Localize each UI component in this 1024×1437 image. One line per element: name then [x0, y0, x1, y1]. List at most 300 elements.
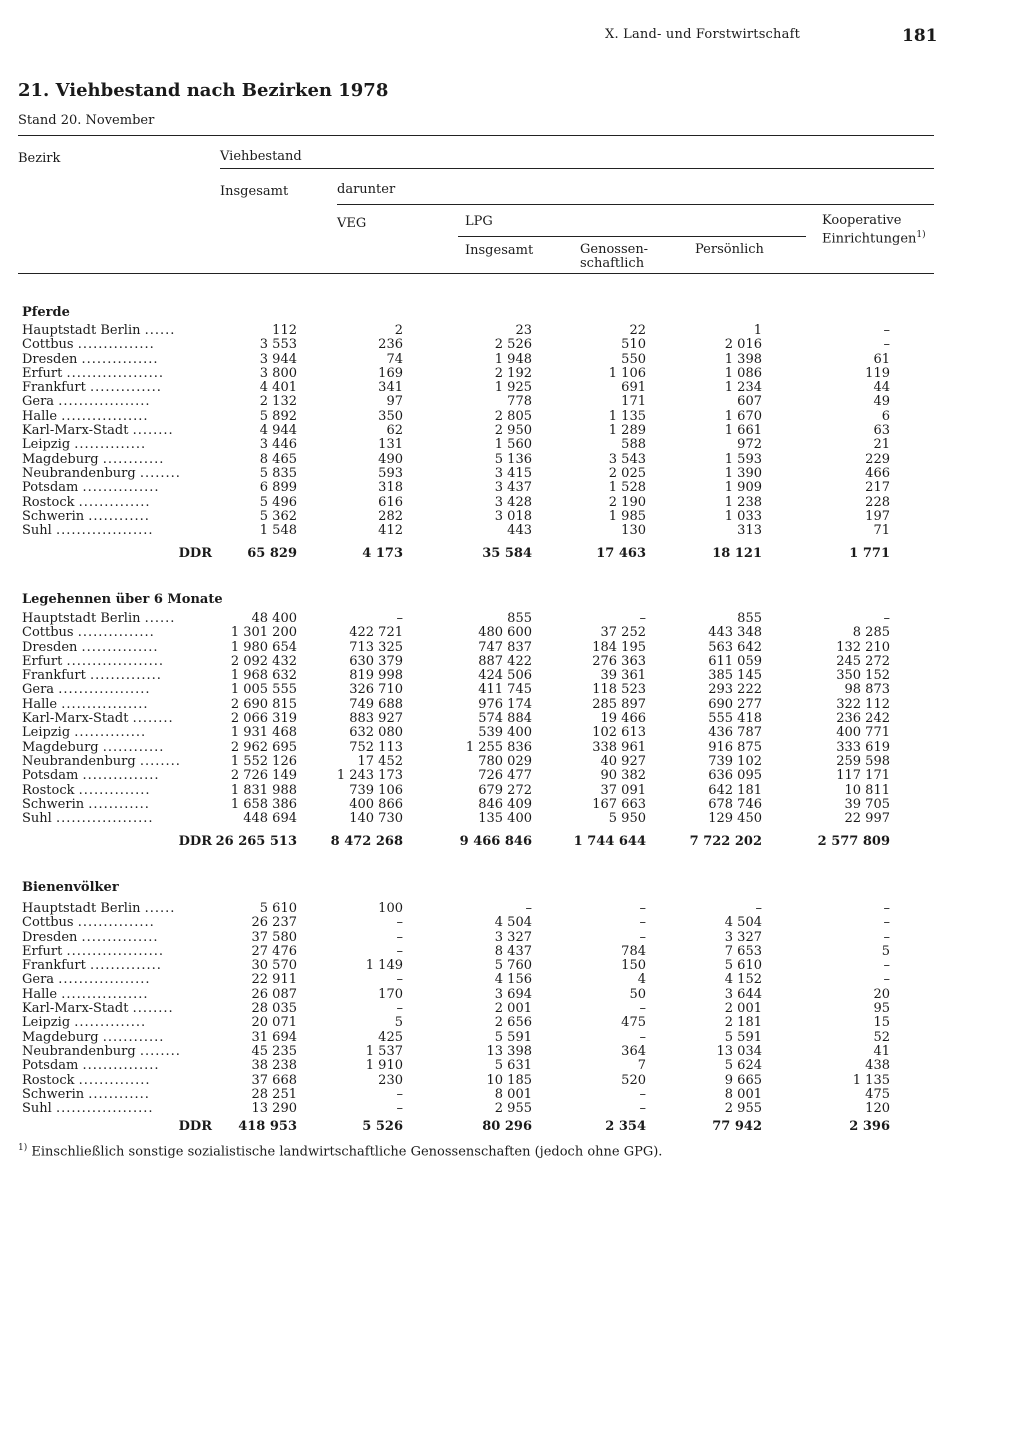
cell-insgesamt: 2 962 695 [230, 739, 297, 755]
cell-bezirk [22, 381, 210, 395]
total-cell-kooperative: 2 396 [849, 1119, 890, 1134]
cell-insgesamt: 28 251 [251, 1086, 297, 1102]
leader-dots: ............... [82, 769, 160, 784]
header-rule-viehbestand [220, 168, 934, 169]
cell-persoenlich: 916 875 [708, 739, 762, 755]
cell-insgesamt: 5 362 [259, 508, 297, 524]
cell-veg: 17 452 [357, 753, 403, 769]
cell-insgesamt: 1 005 555 [230, 682, 297, 698]
cell-lpg-insgesamt: 3 437 [494, 480, 532, 496]
cell-kooperative: 132 210 [836, 639, 890, 655]
bezirk-name: Potsdam [22, 769, 79, 784]
cell-bezirk [22, 1088, 210, 1102]
cell-insgesamt: 3 446 [259, 437, 297, 453]
cell-insgesamt: 37 580 [251, 929, 297, 945]
footnote-ref: 1) [916, 230, 926, 240]
cell-kooperative: 8 285 [852, 625, 890, 641]
running-header-chapter: X. Land- und Forstwirtschaft [605, 27, 801, 42]
cell-persoenlich: 1 390 [724, 465, 762, 481]
cell-veg: – [396, 972, 403, 988]
cell-genossenschaftlich: – [639, 1029, 646, 1045]
col-header-lpg-insgesamt: Insgesamt [465, 243, 534, 258]
bezirk-name: Cottbus [22, 626, 74, 641]
table-row [0, 973, 1024, 987]
table-row [0, 726, 1024, 740]
cell-veg: 1 149 [365, 958, 403, 974]
cell-persoenlich: 2 016 [724, 337, 762, 353]
cell-veg: – [396, 929, 403, 945]
leader-dots: ............ [102, 740, 165, 755]
cell-genossenschaftlich: – [639, 1086, 646, 1102]
table-row [0, 988, 1024, 1002]
cell-insgesamt: 2 092 432 [230, 653, 297, 669]
cell-insgesamt: 45 235 [251, 1043, 297, 1059]
cell-kooperative: 322 112 [836, 696, 890, 712]
cell-persoenlich: 1 086 [724, 365, 762, 381]
bezirk-name: Erfurt [22, 366, 63, 381]
cell-genossenschaftlich: 510 [621, 337, 646, 353]
cell-insgesamt: 2 726 149 [230, 768, 297, 784]
leader-dots: ................... [55, 1102, 154, 1117]
cell-veg: 630 379 [349, 653, 403, 669]
cell-persoenlich: 7 653 [724, 943, 762, 959]
cell-insgesamt: 26 237 [251, 915, 297, 931]
total-cell-persoenlich: 7 722 202 [689, 834, 762, 849]
cell-veg: 632 080 [349, 725, 403, 741]
cell-genossenschaftlich: 150 [621, 958, 646, 974]
cell-insgesamt: 4 401 [259, 380, 297, 396]
cell-kooperative: 52 [873, 1029, 890, 1045]
table-row [0, 612, 1024, 626]
leader-dots: ............... [82, 481, 160, 496]
cell-persoenlich: 9 665 [724, 1072, 762, 1088]
cell-veg: 236 [378, 337, 403, 353]
cell-kooperative: 350 152 [836, 668, 890, 684]
cell-lpg-insgesamt: 8 437 [494, 943, 532, 959]
cell-persoenlich: 1 238 [724, 494, 762, 510]
table-row [0, 1088, 1024, 1102]
cell-persoenlich: 4 152 [724, 972, 762, 988]
cell-lpg-insgesamt: 855 [507, 611, 532, 626]
cell-veg: 100 [378, 901, 403, 916]
leader-dots: ................... [66, 944, 164, 959]
col-header-lpg: LPG [465, 214, 493, 229]
cell-bezirk [22, 1002, 210, 1016]
bezirk-name: Leipzig [22, 726, 71, 741]
col-header-genossenschaftlich-line2: schaftlich [580, 256, 645, 271]
cell-bezirk [22, 438, 210, 452]
cell-veg: 616 [378, 494, 403, 510]
cell-persoenlich: 855 [737, 611, 762, 626]
cell-insgesamt: 1 980 654 [230, 639, 297, 655]
leader-dots: ............... [81, 930, 159, 945]
cell-veg: 74 [386, 351, 403, 367]
leader-dots: ........ [132, 1002, 174, 1017]
cell-kooperative: 98 873 [844, 682, 890, 698]
table-row [0, 467, 1024, 481]
cell-veg: 490 [378, 451, 403, 467]
cell-persoenlich: 443 348 [708, 625, 762, 641]
header-rule-darunter [337, 204, 934, 205]
cell-persoenlich: 3 644 [724, 986, 762, 1002]
cell-genossenschaftlich: 1 289 [608, 423, 646, 439]
cell-lpg-insgesamt: 726 477 [478, 768, 532, 784]
cell-genossenschaftlich: 22 [629, 323, 646, 338]
cell-lpg-insgesamt: 1 948 [494, 351, 532, 367]
cell-persoenlich: 4 504 [724, 915, 762, 931]
cell-veg: 341 [378, 380, 403, 396]
cell-veg: 593 [378, 465, 403, 481]
cell-lpg-insgesamt: 887 422 [478, 653, 532, 669]
cell-veg: 425 [378, 1029, 403, 1045]
section-title-pferde: Pferde [22, 305, 70, 320]
cell-lpg-insgesamt: 5 760 [494, 958, 532, 974]
leader-dots: .............. [74, 438, 147, 453]
col-header-darunter: darunter [337, 182, 396, 197]
cell-insgesamt: 2 690 815 [230, 696, 297, 712]
total-cell-veg: 8 472 268 [330, 834, 403, 849]
cell-genossenschaftlich: 102 613 [592, 725, 646, 741]
cell-persoenlich: 1 909 [724, 480, 762, 496]
cell-kooperative: – [883, 337, 890, 353]
cell-persoenlich: 13 034 [716, 1043, 762, 1059]
cell-kooperative: – [883, 915, 890, 931]
cell-persoenlich: 385 145 [708, 668, 762, 684]
cell-kooperative: 95 [873, 1001, 890, 1017]
cell-kooperative: 39 705 [844, 796, 890, 812]
bezirk-name: Cottbus [22, 916, 74, 931]
bezirk-name: Rostock [22, 1073, 75, 1088]
cell-bezirk [22, 784, 210, 798]
cell-bezirk [22, 902, 210, 916]
leader-dots: .............. [90, 381, 162, 396]
leader-dots: .................. [58, 395, 151, 410]
cell-veg: 131 [378, 437, 403, 453]
bezirk-name: Gera [22, 973, 55, 988]
section-title-bienenvoelker: Bienenvölker [22, 880, 119, 895]
col-header-kooperative [822, 214, 926, 246]
cell-insgesamt: 1 658 386 [230, 796, 297, 812]
cell-lpg-insgesamt: 1 560 [494, 437, 532, 453]
col-header-genossenschaftlich-line1: Genossen- [580, 242, 649, 257]
cell-insgesamt: 2 132 [259, 394, 297, 410]
col-header-kooperative-text: Einrichtungen [822, 231, 917, 247]
cell-persoenlich: 313 [737, 523, 762, 539]
bezirk-name: Halle [22, 697, 58, 712]
cell-persoenlich: 563 642 [708, 639, 762, 655]
total-row-legehennen [0, 834, 1024, 850]
cell-genossenschaftlich: 130 [621, 523, 646, 539]
cell-bezirk [22, 1031, 210, 1045]
bezirk-name: Karl-Marx-Stadt [22, 712, 129, 727]
table-row [0, 324, 1024, 338]
cell-kooperative: 1 135 [852, 1072, 890, 1088]
cell-bezirk [22, 467, 210, 481]
bezirk-name: Frankfurt [22, 669, 86, 684]
leader-dots: ............ [102, 452, 165, 467]
cell-persoenlich: 5 624 [724, 1058, 762, 1074]
cell-kooperative: 475 [865, 1086, 890, 1102]
leader-dots: .............. [78, 495, 151, 510]
cell-kooperative: 333 619 [836, 739, 890, 755]
section-rows-pferde [0, 324, 1024, 538]
cell-genossenschaftlich: – [639, 901, 646, 916]
cell-genossenschaftlich: 167 663 [592, 796, 646, 812]
leader-dots: ............... [81, 640, 159, 655]
cell-kooperative: 245 272 [836, 653, 890, 669]
cell-veg: 819 998 [349, 668, 403, 684]
cell-insgesamt: 38 238 [251, 1058, 297, 1074]
leader-dots: .................. [58, 683, 151, 698]
cell-insgesamt: 5 835 [259, 465, 297, 481]
cell-persoenlich: 739 102 [708, 753, 762, 769]
total-row-pferde [0, 546, 1024, 562]
leader-dots: ........ [139, 1044, 181, 1059]
cell-veg: 883 927 [349, 711, 403, 727]
cell-lpg-insgesamt: 5 136 [494, 451, 532, 467]
table-row [0, 769, 1024, 783]
cell-insgesamt: 5 892 [259, 408, 297, 424]
cell-kooperative: 217 [865, 480, 890, 496]
bezirk-name: Leipzig [22, 438, 71, 453]
cell-veg: 97 [386, 394, 403, 410]
table-row [0, 712, 1024, 726]
cell-genossenschaftlich: 784 [621, 943, 646, 959]
total-cell-genossenschaftlich: 2 354 [605, 1119, 646, 1134]
cell-persoenlich: 1 593 [724, 451, 762, 467]
cell-insgesamt: 6 899 [259, 480, 297, 496]
bezirk-name: Gera [22, 395, 55, 410]
cell-genossenschaftlich: – [639, 929, 646, 945]
cell-bezirk [22, 712, 210, 726]
cell-persoenlich: 1 [753, 323, 762, 338]
total-cell-lpg-insgesamt: 80 296 [482, 1119, 532, 1134]
bezirk-name: Suhl [22, 1102, 52, 1117]
cell-kooperative: 117 171 [836, 768, 890, 784]
cell-bezirk [22, 524, 210, 538]
total-cell-lpg-insgesamt: 9 466 846 [459, 834, 532, 849]
cell-persoenlich: 1 670 [724, 408, 762, 424]
col-header-viehbestand: Viehbestand [220, 149, 302, 164]
cell-genossenschaftlich: 276 363 [592, 653, 646, 669]
cell-kooperative: – [883, 929, 890, 945]
bezirk-name: Cottbus [22, 338, 74, 353]
table-row [0, 395, 1024, 409]
cell-kooperative: 259 598 [836, 753, 890, 769]
cell-bezirk [22, 931, 210, 945]
bezirk-name: Rostock [22, 495, 75, 510]
table-row [0, 510, 1024, 524]
cell-lpg-insgesamt: 2 955 [494, 1101, 532, 1117]
total-label: DDR [178, 1119, 212, 1134]
cell-insgesamt: 4 944 [259, 423, 297, 439]
leader-dots: ................. [61, 987, 149, 1002]
total-cell-lpg-insgesamt: 35 584 [482, 546, 532, 561]
cell-persoenlich: – [755, 901, 762, 916]
cell-lpg-insgesamt: 1 255 836 [465, 739, 532, 755]
cell-bezirk [22, 1074, 210, 1088]
cell-genossenschaftlich: 19 466 [600, 711, 646, 727]
cell-persoenlich: 636 095 [708, 768, 762, 784]
cell-kooperative: 438 [865, 1058, 890, 1074]
leader-dots: ............... [77, 338, 155, 353]
cell-genossenschaftlich: 39 361 [600, 668, 646, 684]
cell-persoenlich: 2 955 [724, 1101, 762, 1117]
cell-veg: 350 [378, 408, 403, 424]
total-row-bienenvoelker [0, 1119, 1024, 1135]
footnote-marker: 1) [18, 1143, 28, 1153]
col-header-kooperative-line1: Kooperative [822, 213, 902, 228]
col-header-kooperative-line2 [822, 228, 926, 246]
cell-insgesamt: 13 290 [251, 1101, 297, 1117]
table-row [0, 683, 1024, 697]
cell-lpg-insgesamt: 2 656 [494, 1015, 532, 1031]
leader-dots: .............. [74, 726, 147, 741]
cell-kooperative: – [883, 901, 890, 916]
table-row [0, 916, 1024, 930]
cell-persoenlich: 1 398 [724, 351, 762, 367]
cell-insgesamt: 112 [272, 323, 297, 338]
cell-kooperative: 22 997 [844, 811, 890, 827]
table-row [0, 755, 1024, 769]
cell-bezirk [22, 945, 210, 959]
bezirk-name: Neubrandenburg [22, 466, 136, 481]
cell-lpg-insgesamt: – [525, 901, 532, 916]
leader-dots: ...... [144, 324, 176, 338]
table-row [0, 410, 1024, 424]
bezirk-name: Schwerin [22, 1087, 85, 1102]
cell-lpg-insgesamt: 3 428 [494, 494, 532, 510]
cell-kooperative: 63 [873, 423, 890, 439]
cell-lpg-insgesamt: 2 805 [494, 408, 532, 424]
cell-bezirk [22, 424, 210, 438]
cell-genossenschaftlich: 171 [621, 394, 646, 410]
cell-insgesamt: 48 400 [251, 611, 297, 626]
table-row [0, 1045, 1024, 1059]
table-row [0, 453, 1024, 467]
bezirk-name: Frankfurt [22, 381, 86, 396]
cell-bezirk [22, 1016, 210, 1030]
cell-genossenschaftlich: 90 382 [600, 768, 646, 784]
cell-lpg-insgesamt: 5 591 [494, 1029, 532, 1045]
bezirk-name: Rostock [22, 783, 75, 798]
cell-genossenschaftlich: 4 [637, 972, 646, 988]
cell-persoenlich: 678 746 [708, 796, 762, 812]
bezirk-name: Neubrandenburg [22, 1044, 136, 1059]
cell-genossenschaftlich: 1 106 [608, 365, 646, 381]
bezirk-name: Hauptstadt Berlin [22, 612, 141, 626]
cell-bezirk [22, 916, 210, 930]
leader-dots: ........ [132, 424, 174, 439]
cell-bezirk [22, 683, 210, 697]
cell-insgesamt: 1 931 468 [230, 725, 297, 741]
bezirk-name: Magdeburg [22, 452, 99, 467]
total-cell-veg: 5 526 [362, 1119, 403, 1134]
cell-veg: – [396, 1001, 403, 1017]
cell-lpg-insgesamt: 679 272 [478, 782, 532, 798]
table-row [0, 524, 1024, 538]
leader-dots: ............ [88, 509, 150, 524]
bezirk-name: Hauptstadt Berlin [22, 902, 141, 916]
cell-kooperative: 119 [865, 365, 890, 381]
leader-dots: ............ [88, 1087, 150, 1102]
cell-lpg-insgesamt: 3 018 [494, 508, 532, 524]
cell-veg: – [396, 1086, 403, 1102]
bezirk-name: Halle [22, 409, 58, 424]
table-row [0, 1002, 1024, 1016]
cell-persoenlich: 972 [737, 437, 762, 453]
cell-bezirk [22, 726, 210, 740]
table-row [0, 641, 1024, 655]
cell-lpg-insgesamt: 424 506 [478, 668, 532, 684]
cell-lpg-insgesamt: 846 409 [478, 796, 532, 812]
leader-dots: ................... [66, 654, 164, 669]
cell-bezirk [22, 338, 210, 352]
total-label: DDR [178, 834, 212, 849]
cell-lpg-insgesamt: 539 400 [478, 725, 532, 741]
bezirk-name: Magdeburg [22, 740, 99, 755]
leader-dots: ................. [61, 697, 149, 712]
cell-persoenlich: 293 222 [708, 682, 762, 698]
cell-bezirk [22, 1059, 210, 1073]
leader-dots: ........ [132, 712, 174, 727]
cell-insgesamt: 22 911 [251, 972, 297, 988]
cell-lpg-insgesamt: 778 [507, 394, 532, 410]
cell-genossenschaftlich: – [639, 915, 646, 931]
cell-lpg-insgesamt: 23 [515, 323, 532, 338]
cell-bezirk [22, 973, 210, 987]
cell-genossenschaftlich: – [639, 1001, 646, 1017]
cell-veg: 1 243 173 [336, 768, 403, 784]
leader-dots: ............... [82, 1059, 160, 1074]
bezirk-name: Dresden [22, 352, 78, 367]
cell-veg: 170 [378, 986, 403, 1002]
leader-dots: .............. [74, 1016, 147, 1031]
cell-lpg-insgesamt: 3 415 [494, 465, 532, 481]
cell-persoenlich: 1 033 [724, 508, 762, 524]
table-row [0, 741, 1024, 755]
cell-insgesamt: 3 944 [259, 351, 297, 367]
cell-veg: – [396, 915, 403, 931]
cell-bezirk [22, 1102, 210, 1116]
total-cell-insgesamt: 26 265 513 [215, 834, 297, 849]
bezirk-name: Karl-Marx-Stadt [22, 1002, 129, 1017]
leader-dots: ................. [61, 409, 149, 424]
cell-lpg-insgesamt: 10 185 [486, 1072, 532, 1088]
cell-kooperative: 5 [881, 943, 890, 959]
bezirk-name: Potsdam [22, 1059, 79, 1074]
header-rule-bottom [18, 273, 934, 274]
cell-bezirk [22, 1045, 210, 1059]
table-row [0, 367, 1024, 381]
cell-lpg-insgesamt: 3 694 [494, 986, 532, 1002]
cell-genossenschaftlich: 7 [637, 1058, 646, 1074]
section-rows-bienenvoelker [0, 902, 1024, 1116]
cell-lpg-insgesamt: 1 925 [494, 380, 532, 396]
section-title-legehennen: Legehennen über 6 Monate [22, 592, 223, 607]
table-row [0, 655, 1024, 669]
col-header-veg: VEG [337, 216, 367, 231]
section-rows-legehennen [0, 612, 1024, 826]
footnote [18, 1143, 662, 1159]
total-label: DDR [178, 546, 212, 561]
bezirk-name: Suhl [22, 524, 52, 539]
cell-persoenlich: 5 610 [724, 958, 762, 974]
cell-bezirk [22, 626, 210, 640]
cell-lpg-insgesamt: 4 504 [494, 915, 532, 931]
cell-veg: – [396, 611, 403, 626]
cell-lpg-insgesamt: 976 174 [478, 696, 532, 712]
